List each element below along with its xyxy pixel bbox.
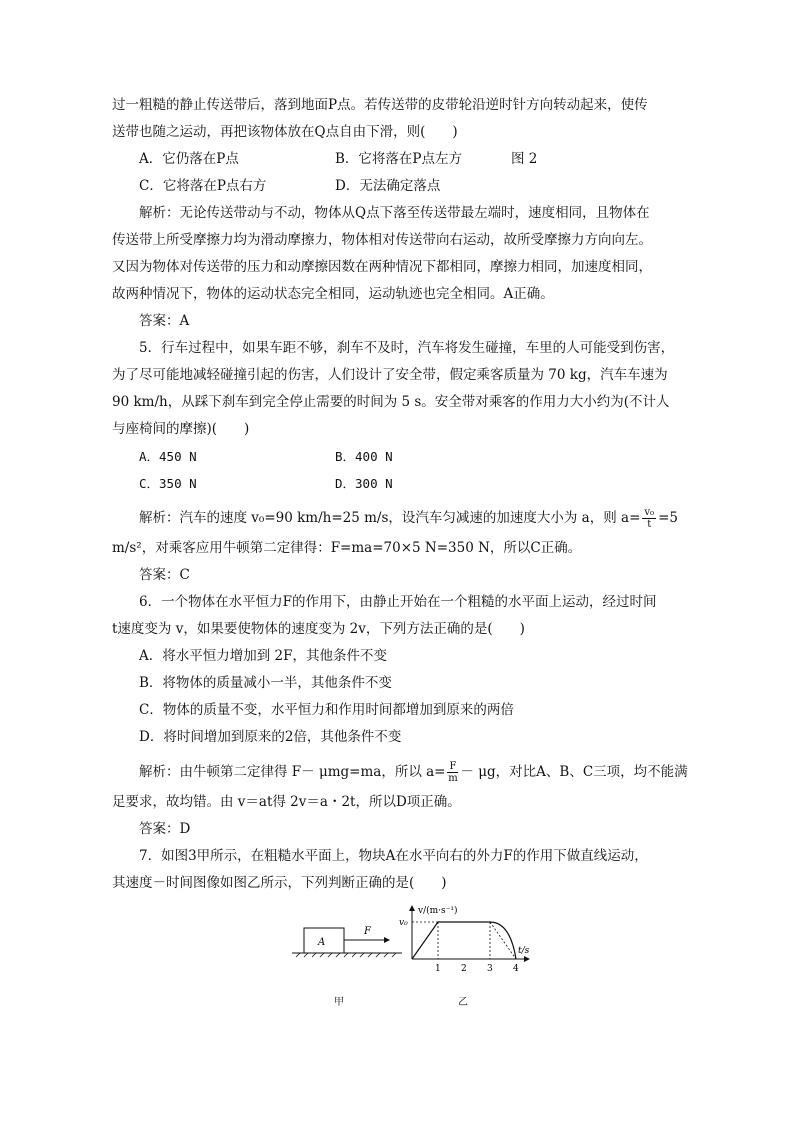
fraction bbox=[642, 507, 656, 530]
option-b: B．将物体的质量减小一半，其他条件不变 bbox=[139, 675, 392, 691]
option-c: C．350 N bbox=[139, 476, 197, 491]
analysis-line: 足要求，故均错。由 v＝at得 2v＝a・2t，所以D项正确。 bbox=[112, 794, 461, 810]
tick-label: 1 bbox=[435, 964, 441, 974]
question-5-line: 5．行车过程中，如果车距不够，刹车不及时，汽车将发生碰撞，车里的人可能受到伤害， bbox=[139, 340, 675, 356]
ground-hatching bbox=[296, 953, 396, 957]
analysis-line bbox=[112, 501, 686, 535]
option-a: A．它仍落在P点 bbox=[139, 151, 239, 167]
v0-label: v₀ bbox=[399, 918, 408, 928]
analysis-line bbox=[112, 755, 686, 789]
analysis-line: 传送带上所受摩擦力均为滑动摩擦力，物体相对传送带向右运动，故所受摩擦力方向向左。 bbox=[112, 232, 652, 248]
option-c: C．物体的质量不变，水平恒力和作用时间都增加到原来的两倍 bbox=[139, 702, 514, 718]
analysis-text: 解析：汽车的速度 v₀=90 km/h=25 m/s，设汽车匀减速的加速度大小为 a，则 a= bbox=[139, 510, 641, 526]
document-page bbox=[112, 92, 686, 1017]
analysis-line: 又因为物体对传送带的压力和动摩擦因数在两种情况下都相同，摩擦力相同，加速度相同， bbox=[112, 259, 652, 275]
fraction-numerator: F bbox=[449, 761, 457, 772]
option-c: C．它将落在P点右方 bbox=[139, 178, 267, 194]
options-row-cd bbox=[112, 470, 686, 497]
fraction bbox=[447, 761, 458, 784]
question-6-line: t速度变为 v，如果要使物体的速度变为 2v，下列方法正确的是( ) bbox=[112, 621, 525, 637]
option-d: D．无法确定落点 bbox=[335, 178, 441, 194]
y-axis-label: v/(m·s⁻¹) bbox=[418, 906, 458, 916]
figure-3-graphics bbox=[112, 901, 686, 986]
x-axis-label: t/s bbox=[518, 946, 530, 956]
analysis-text: 解析：由牛顿第二定律得 F－ μmg=ma，所以 a= bbox=[139, 764, 446, 780]
figure-yi bbox=[399, 905, 530, 974]
option-b: B．它将落在P点左方 bbox=[335, 151, 463, 167]
block-a-label: A bbox=[318, 937, 326, 948]
figure-3 bbox=[112, 897, 686, 1017]
tick-label: 3 bbox=[487, 964, 493, 974]
question-5-line: 90 km/h，从踩下刹车到完全停止需要的时间为 5 s。安全带对乘客的作用力大小约为(不计人 bbox=[112, 394, 670, 410]
question-7-line: 其速度－时间图像如图乙所示，下列判断正确的是( ) bbox=[112, 875, 447, 891]
intro-line-1: 过一粗糙的静止传送带后，落到地面P点。若传送带的皮带轮沿逆时针方向转动起来，使传 bbox=[112, 97, 648, 113]
fraction-denominator: t bbox=[647, 519, 652, 530]
figure-label: 图 2 bbox=[511, 151, 538, 167]
arrow-head-icon bbox=[384, 937, 390, 943]
question-5-line: 为了尽可能地减轻碰撞引起的伤害，人们设计了安全带，假定乘客质量为 70 kg，汽车车速为 bbox=[112, 367, 668, 383]
answer-line: 答案：C bbox=[139, 567, 190, 583]
question-5-line: 与座椅间的摩擦)( ) bbox=[112, 421, 250, 437]
options-row-ab bbox=[112, 443, 686, 470]
analysis-text: =5 bbox=[658, 510, 678, 526]
answer-line: 答案：D bbox=[139, 821, 191, 837]
analysis-line: 故两种情况下，物体的运动状态完全相同，运动轨迹也完全相同。A正确。 bbox=[112, 286, 554, 302]
options-row-ab bbox=[112, 146, 686, 173]
intro-line-2: 送带也随之运动，再把该物体放在Q点自由下滑，则( ) bbox=[112, 124, 458, 140]
fraction-denominator: m bbox=[448, 773, 458, 784]
option-b: B．400 N bbox=[335, 449, 393, 464]
caption-yi: 乙 bbox=[458, 997, 468, 1008]
analysis-line: 解析：无论传送带动与不动，物体从Q点下落至传送带最左端时，速度相同，且物体在 bbox=[139, 205, 650, 221]
y-axis-arrow-icon bbox=[409, 905, 415, 911]
option-a: A．将水平恒力增加到 2F，其他条件不变 bbox=[139, 648, 387, 664]
option-d: D．300 N bbox=[335, 476, 393, 491]
question-6-line: 6．一个物体在水平恒力F的作用下，由静止开始在一个粗糙的水平面上运动，经过时间 bbox=[139, 594, 657, 610]
tick-label: 2 bbox=[461, 964, 467, 974]
velocity-curve bbox=[412, 922, 516, 959]
fraction-numerator: v₀ bbox=[644, 507, 655, 518]
options-row-cd bbox=[112, 173, 686, 200]
force-label: F bbox=[364, 926, 371, 937]
answer-line: 答案：A bbox=[139, 313, 190, 329]
analysis-text: － μg，对比A、B、C三项，均不能满 bbox=[460, 764, 688, 780]
figure-jia bbox=[292, 926, 402, 957]
question-7-line: 7．如图3甲所示，在粗糙水平面上，物块A在水平向右的外力F的作用下做直线运动， bbox=[139, 848, 648, 864]
analysis-line: m/s²，对乘客应用牛顿第二定律得：F=ma=70×5 N=350 N，所以C正确。 bbox=[112, 540, 582, 556]
option-d: D．将时间增加到原来的2倍，其他条件不变 bbox=[139, 729, 402, 745]
caption-jia: 甲 bbox=[334, 997, 344, 1008]
x-axis-arrow-icon bbox=[524, 956, 530, 962]
option-a: A．450 N bbox=[139, 449, 197, 464]
tick-label: 4 bbox=[513, 964, 519, 974]
